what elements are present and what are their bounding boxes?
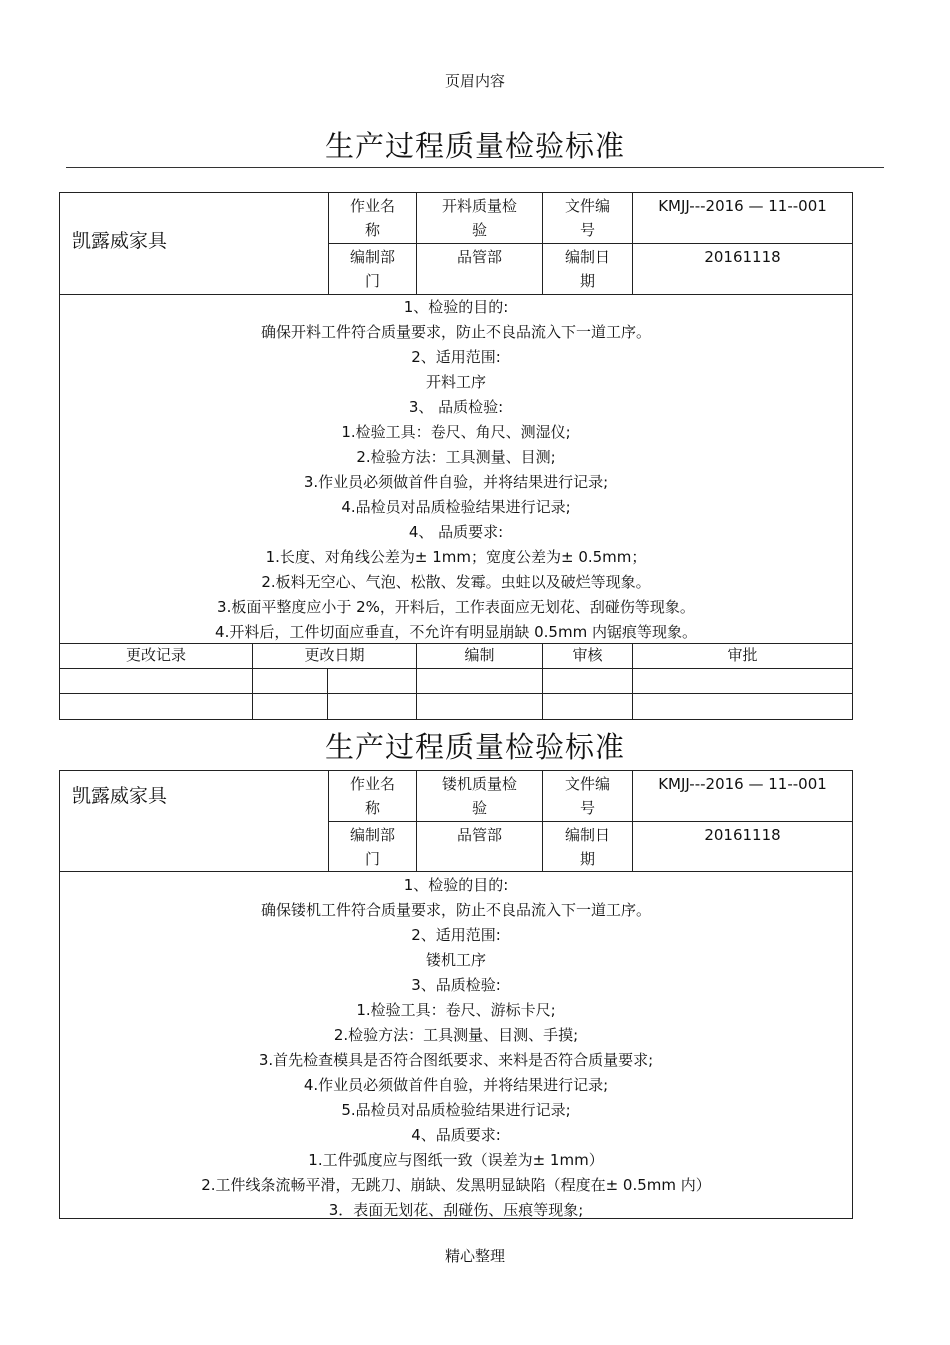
content-line: 3．表面无划花、刮碰伤、压痕等现象; xyxy=(328,1201,584,1219)
record-cell xyxy=(632,668,853,694)
content-line: 4、 品质要求: xyxy=(408,523,504,541)
work-name-value: 镂机质量检 验 xyxy=(416,770,543,822)
record-cell xyxy=(252,668,328,694)
label-date: 编制日 期 xyxy=(542,821,633,872)
content-line: 1、检验的目的: xyxy=(403,876,509,894)
content-line: 3.板面平整度应小于 2%，开料后，工作表面应无划花、刮碰伤等现象。 xyxy=(217,598,695,616)
company-name: 凯露威家具 xyxy=(59,770,329,872)
content-line: 4、品质要求: xyxy=(411,1126,501,1144)
content-line: 镂机工序 xyxy=(425,951,486,969)
record-cell xyxy=(542,668,633,694)
label-work-name: 作业名 称 xyxy=(328,192,417,244)
label-doc-no: 文件编 号 xyxy=(542,192,633,244)
label-dept: 编制部 门 xyxy=(328,821,417,872)
label-work-name: 作业名 称 xyxy=(328,770,417,822)
record-cell xyxy=(59,693,253,720)
content-line: 3.作业员必须做首件自验，并将结果进行记录; xyxy=(303,473,609,491)
content-line: 2、适用范围: xyxy=(411,926,501,944)
content-line: 确保镂机工件符合质量要求，防止不良品流入下一道工序。 xyxy=(260,901,651,919)
content-line: 2、适用范围: xyxy=(411,348,501,366)
content-line: 4.品检员对品质检验结果进行记录; xyxy=(341,498,571,516)
content-line: 1.工件弧度应与图纸一致（误差为± 1mm） xyxy=(308,1151,604,1169)
content-line: 1.检验工具：卷尺、游标卡尺; xyxy=(356,1001,556,1019)
header-rule xyxy=(66,167,884,168)
content-line: 1、检验的目的: xyxy=(403,298,509,316)
content-line: 3、品质检验: xyxy=(411,976,501,994)
content-line: 3.首先检查模具是否符合图纸要求、来料是否符合质量要求; xyxy=(258,1051,654,1069)
record-header-prepared: 编制 xyxy=(416,643,543,669)
record-cell xyxy=(542,693,633,720)
company-name: 凯露威家具 xyxy=(59,192,329,295)
record-cell xyxy=(252,693,328,720)
content-line: 1.长度、对角线公差为± 1mm；宽度公差为± 0.5mm； xyxy=(265,548,647,566)
record-header-approved: 审批 xyxy=(632,643,853,669)
doc-no-value: KMJJ---2016 — 11--001 xyxy=(632,192,853,244)
date-value: 20161118 xyxy=(632,821,853,872)
record-header-date: 更改日期 xyxy=(252,643,417,669)
work-name-value: 开料质量检 验 xyxy=(416,192,543,244)
date-value: 20161118 xyxy=(632,243,853,295)
dept-value: 品管部 xyxy=(416,821,543,872)
content-line: 开料工序 xyxy=(425,373,486,391)
record-cell xyxy=(59,668,253,694)
content-line: 确保开料工件符合质量要求，防止不良品流入下一道工序。 xyxy=(260,323,651,341)
label-dept: 编制部 门 xyxy=(328,243,417,295)
record-cell xyxy=(327,668,417,694)
page-header: 页眉内容 xyxy=(444,72,505,90)
record-cell xyxy=(632,693,853,720)
label-doc-no: 文件编 号 xyxy=(542,770,633,822)
section-1-title: 生产过程质量检验标准 xyxy=(324,129,625,163)
content-line: 2.检验方法：工具测量、目测; xyxy=(356,448,556,466)
dept-value: 品管部 xyxy=(416,243,543,295)
record-cell xyxy=(327,693,417,720)
content-line: 3、 品质检验: xyxy=(408,398,504,416)
section-2-title: 生产过程质量检验标准 xyxy=(324,730,625,764)
content-line: 5.品检员对品质检验结果进行记录; xyxy=(341,1101,571,1119)
content-line: 1.检验工具：卷尺、角尺、测湿仪; xyxy=(341,423,571,441)
page-footer: 精心整理 xyxy=(444,1247,505,1265)
section-2-content xyxy=(59,871,853,1219)
content-line: 2.板料无空心、气泡、松散、发霉。虫蛀以及破烂等现象。 xyxy=(261,573,651,591)
content-line: 2.工件线条流畅平滑，无跳刀、崩缺、发黑明显缺陷（程度在± 0.5mm 内） xyxy=(201,1176,711,1194)
label-date: 编制日 期 xyxy=(542,243,633,295)
record-cell xyxy=(416,668,543,694)
content-line: 4.开料后，工件切面应垂直，不允许有明显崩缺 0.5mm 内锯痕等现象。 xyxy=(215,623,697,641)
record-cell xyxy=(416,693,543,720)
record-header-reviewed: 审核 xyxy=(542,643,633,669)
section-1-content xyxy=(59,294,853,644)
doc-no-value: KMJJ---2016 — 11--001 xyxy=(632,770,853,822)
content-line: 4.作业员必须做首件自验，并将结果进行记录; xyxy=(303,1076,609,1094)
content-line: 2.检验方法：工具测量、目测、手摸; xyxy=(333,1026,579,1044)
record-header-change: 更改记录 xyxy=(59,643,253,669)
